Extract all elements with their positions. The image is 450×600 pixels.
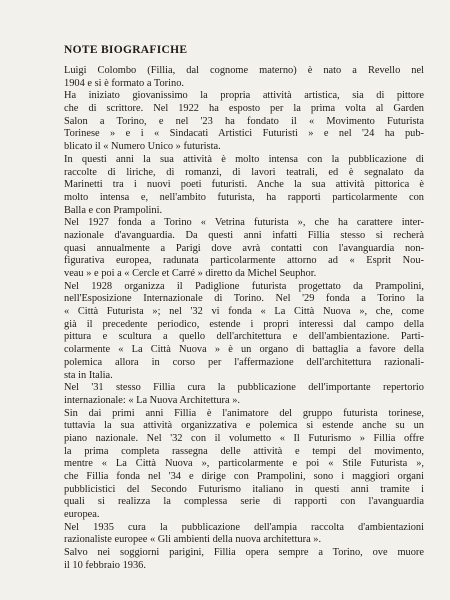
- text-line: quali si realizza la complessa serie di rapporti con l'avanguardia: [64, 496, 424, 508]
- text-line: Luigi Colombo (Fillia, dal cognome materno) è nato a Revello nel: [64, 65, 424, 76]
- text-line: la prima completa rassegna delle attività e tempi del movimento,: [64, 445, 424, 457]
- text-line: Balla e con Prampolini.: [64, 204, 163, 216]
- text-line: Nel 1928 organizza il Padiglione futurista progettato da Prampolini,: [64, 280, 424, 292]
- text-line: internazionale: « La Nuova Architettura ».: [64, 394, 240, 406]
- text-line: che di scrittore. Nel 1922 ha esposto per la prima volta al Garden: [64, 103, 424, 115]
- text-line: Sin dai primi anni Fillia è l'animatore del gruppo futurista torinese,: [64, 407, 424, 419]
- text-line: pittura e scultura a quello dell'architettura e dell'ambientazione. Parti-: [64, 331, 424, 343]
- text-line: raccolte di liriche, di romanzi, di lavori teatrali, ed è segnalato da: [64, 166, 424, 178]
- text-line: 1904 e si è formato a Torino.: [64, 77, 184, 89]
- text-line: Salon a Torino, e nel '23 ha fondato il « Movimento Futurista: [64, 115, 424, 127]
- text-line: nell'Esposizione Internazionale di Torino. Nel '29 fonda a Torino la: [64, 293, 424, 305]
- text-line: blicato il « Numero Unico » futurista.: [64, 141, 221, 153]
- text-line: tuttavia la sua attività organizzativa e polemica si estende anche su un: [64, 420, 424, 432]
- text-line: pubblicistici del Secondo Futurismo italiano in questi anni tramite i: [64, 483, 424, 495]
- text-line: che Fillia fonda nel '34 e dirige con Prampolini, sono i maggiori organi: [64, 471, 424, 482]
- text-line: Nel 1927 fonda a Torino « Vetrina futurista », che ha carattere inter-: [64, 217, 424, 229]
- text-line: Torinese » e i « Sindacati Artistici Futuristi » e nel '24 ha pub-: [64, 128, 424, 140]
- text-line: razionaliste europee « Gli ambienti della nuova architettura ».: [64, 534, 322, 546]
- text-line: « Città Futurista »; nel '32 vi fonda « La Città Nuova », che, come: [64, 306, 424, 318]
- text-line: nazionale d'avanguardia. Da questi anni infatti Fillia stesso si recherà: [64, 229, 424, 241]
- text-line: polemica allora in corso per l'affermazione dell'architettura razionali-: [64, 356, 424, 368]
- text-line: sta in Italia.: [64, 369, 113, 381]
- text-line: molto intensa e, nell'ambito futurista, ha rapporti particolarmente con: [64, 191, 424, 203]
- text-line: Nel '31 stesso Fillia cura la pubblicazione dell'importante repertorio: [64, 382, 424, 394]
- text-line: piano nazionale. Nel '32 con il volumetto « Il Futurismo » Fillia offre: [64, 432, 424, 444]
- text-line: In questi anni la sua attività è molto intensa con la pubblicazione di: [64, 153, 424, 165]
- text-line: figurativa europea, radunata particolarmente attorno ad « Esprit Nou-: [64, 255, 424, 267]
- text-line: quasi annualmente a Parigi dove avrà contatti con l'avanguardia non-: [64, 242, 424, 254]
- biography-text: [64, 65, 424, 573]
- text-line: Ha iniziato giovanissimo la propria attività artistica, sia di pittore: [64, 90, 424, 102]
- text-line: Nel 1935 cura la pubblicazione dell'ampia raccolta d'ambientazioni: [64, 521, 424, 533]
- text-line: Marinetti tra i nuovi poeti futuristi. Anche la sua attività pittorica è: [64, 179, 424, 191]
- text-line: colarmente « La Città Nuova » è un organo di battaglia a favore della: [64, 344, 424, 356]
- text-line: europea.: [64, 509, 100, 521]
- text-line: il 10 febbraio 1936.: [64, 559, 146, 571]
- text-line: mentre « La Città Nuova », particolarmente e poi « Stile Futurista »,: [64, 458, 424, 470]
- section-heading: NOTE BIOGRAFICHE: [64, 44, 188, 56]
- text-line: già il precedente periodico, estende i propri interessi dal campo della: [64, 318, 424, 330]
- text-line: veau » e poi a « Cercle et Carré » diretto da Michel Seuphor.: [64, 268, 317, 279]
- text-line: Salvo nei soggiorni parigini, Fillia opera sempre a Torino, ove muore: [64, 547, 424, 559]
